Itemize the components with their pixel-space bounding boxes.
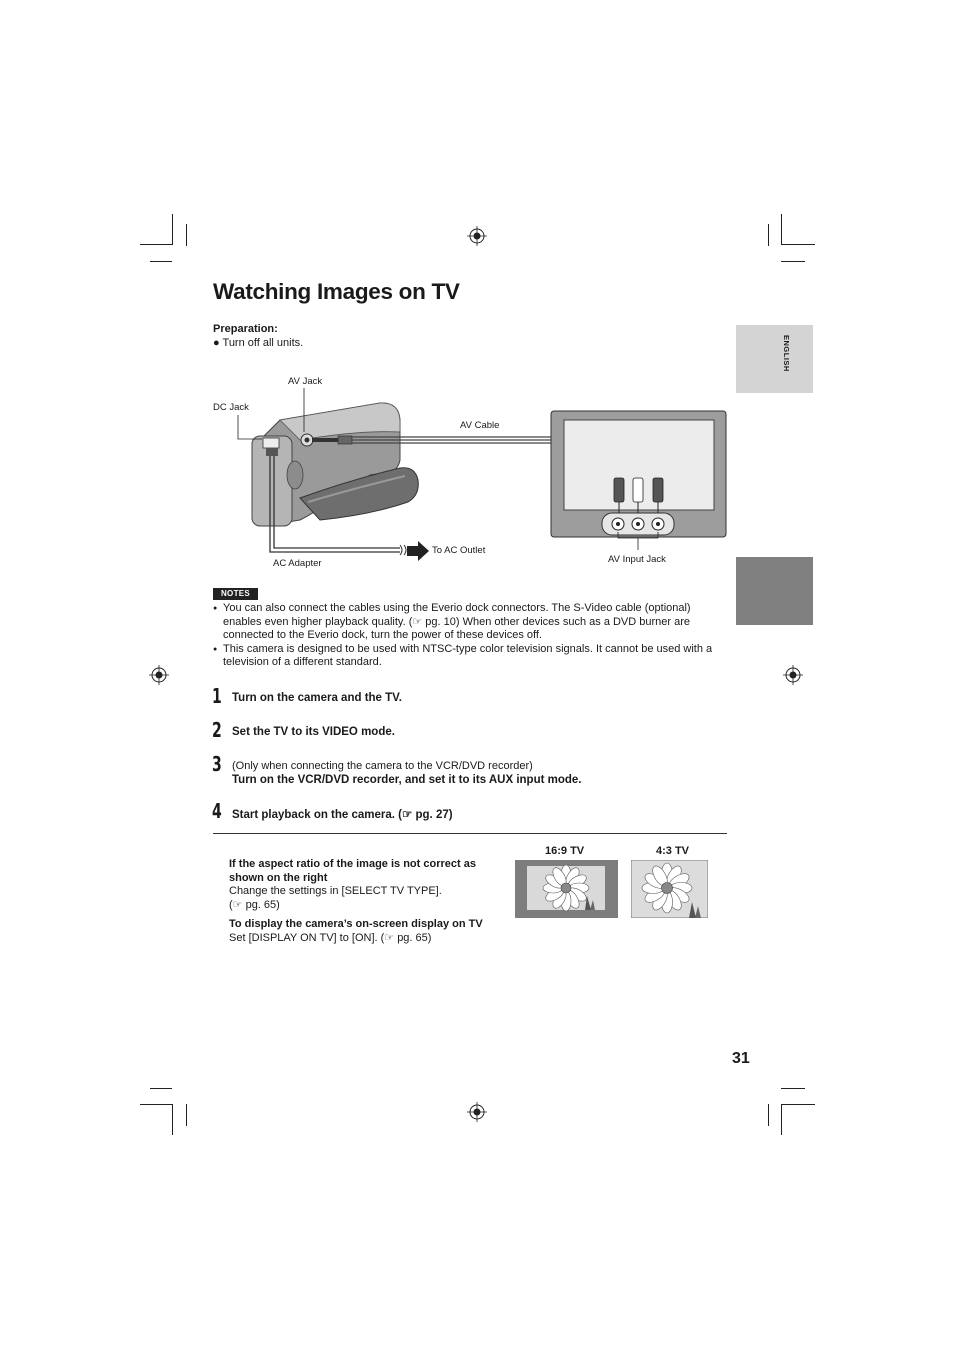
tv-43-image [631,860,708,918]
tv-169-label: 16:9 TV [545,845,585,857]
section-divider [213,833,727,834]
page-title: Watching Images on TV [213,279,460,304]
display-heading: To display the camera’s on-screen display on TV [229,918,483,930]
registration-target-icon [467,1102,487,1122]
ac-outlet-label: To AC Outlet [432,545,486,556]
registration-target-icon [467,226,487,246]
step-text: Set the TV to its VIDEO mode. [232,726,395,738]
arrow-right-icon [407,541,429,561]
av-jack-label: AV Jack [288,376,323,387]
step-text: Start playback on the camera. (☞ pg. 27) [232,809,453,821]
section-tab [736,557,813,625]
preparation-label: Preparation: [213,323,278,335]
notes-list [213,602,728,670]
step-number: 4 [212,799,222,823]
note-item: ● This camera is designed to be used with NTSC-type color television signals. It cannot be used with a television of a different standard. [213,643,728,670]
step-text: Turn on the camera and the TV. [232,692,402,704]
language-tab-label: ENGLISH [782,335,791,372]
notes-badge: NOTES [213,588,258,600]
tv-169-image [515,860,618,918]
step-number: 3 [212,752,222,776]
step-number: 1 [212,684,222,708]
display-body: Set [DISPLAY ON TV] to [ON]. (☞ pg. 65) [229,931,432,944]
registration-target-icon [149,665,169,685]
dc-jack-label: DC Jack [213,402,249,413]
note-item: ● You can also connect the cables using the Everio dock connectors. The S-Video cable (optional) enables even higher playback quality. (☞ pg. 10) When other devices such as a DVD burner are connected to the Everio dock, turn the power of these devices off. [213,602,728,643]
aspect-info [229,858,509,945]
page-number: 31 [732,1050,750,1067]
av-cable-label: AV Cable [460,420,500,431]
camcorder-illustration [252,403,418,526]
preparation-item: ● Turn off all units. [213,337,304,349]
tv-43-label: 4:3 TV [656,845,690,857]
ac-adapter-label: AC Adapter [273,558,322,569]
step-number: 2 [212,718,222,742]
av-input-jack-label: AV Input Jack [608,554,666,565]
step-text: Turn on the VCR/DVD recorder, and set it to its AUX input mode. [232,774,582,786]
aspect-body: Change the settings in [SELECT TV TYPE]. [229,885,442,897]
registration-target-icon [783,665,803,685]
aspect-body: (☞ pg. 65) [229,898,280,911]
aspect-heading: If the aspect ratio of the image is not correct as shown on the right [229,858,476,884]
language-tab [736,325,813,393]
step-subtext: (Only when connecting the camera to the VCR/DVD recorder) [232,760,533,772]
tv-illustration [551,411,726,537]
